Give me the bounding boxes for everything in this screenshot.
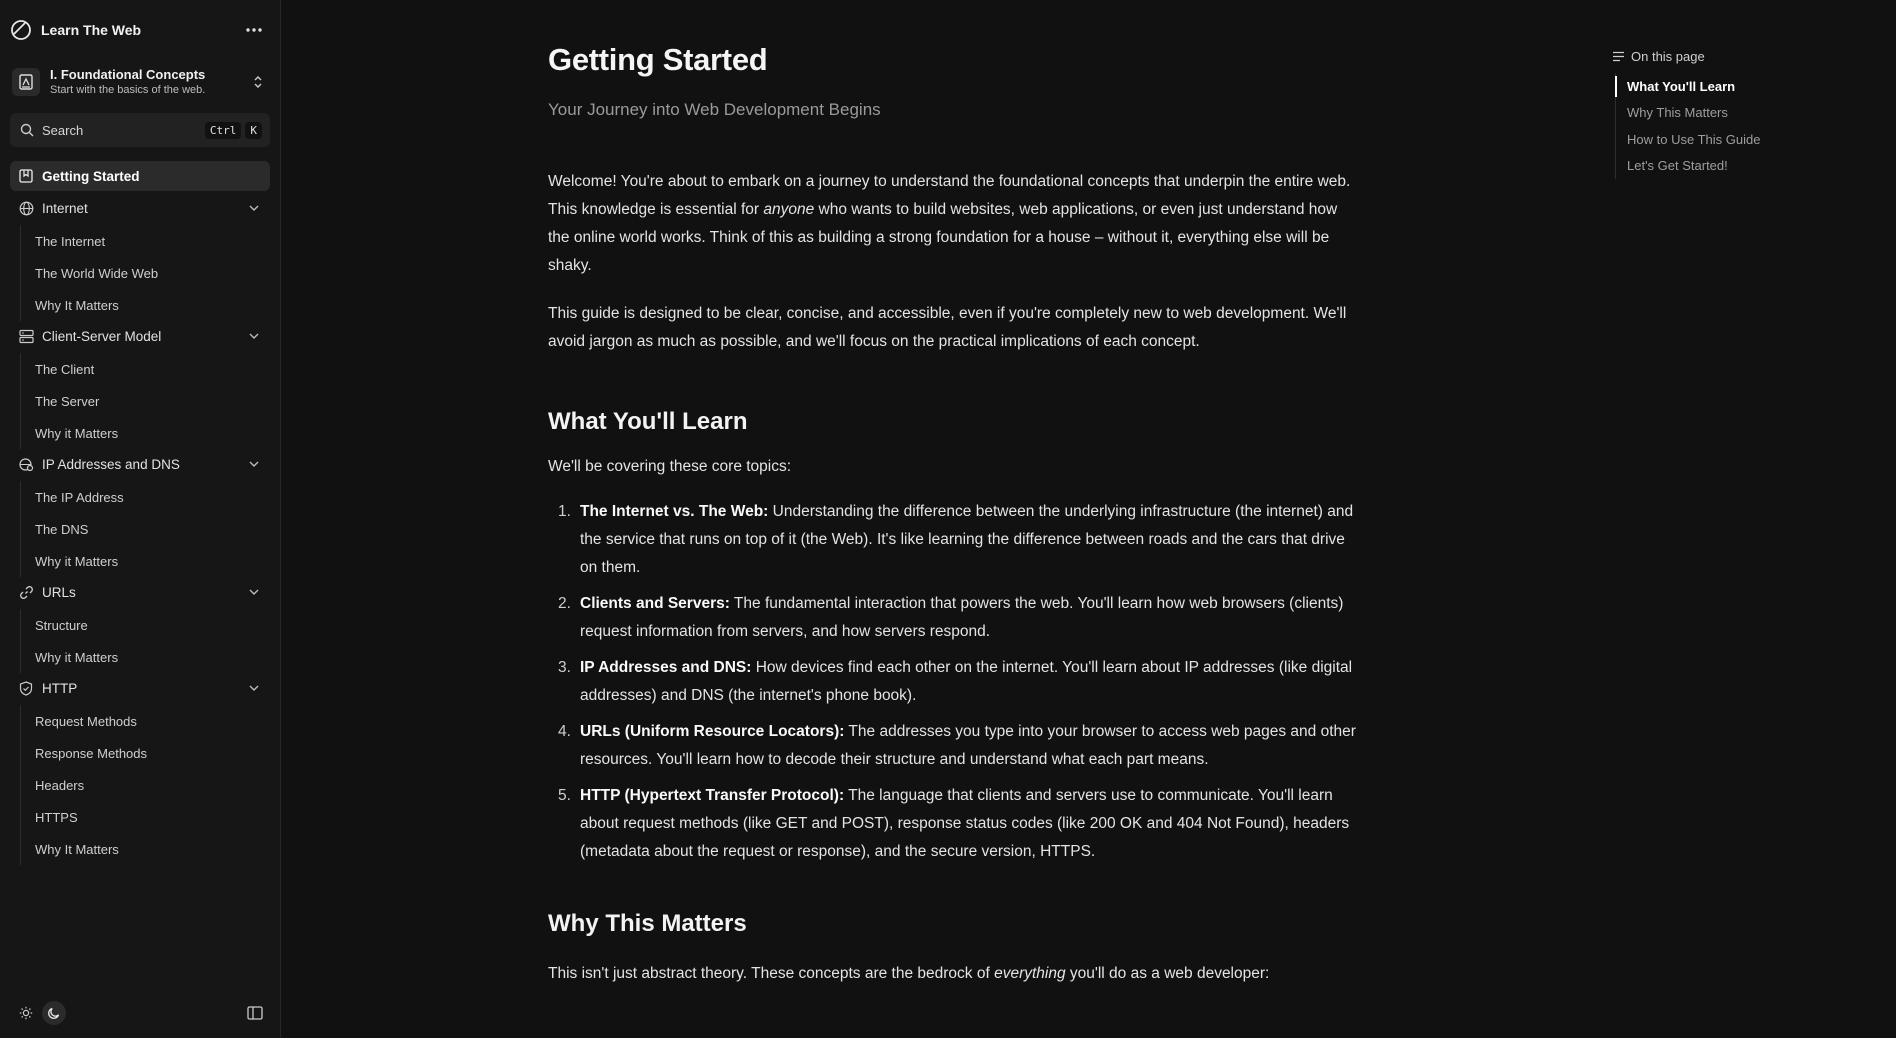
sidebar-nav — [0, 161, 280, 865]
sidebar-sublist-internet — [20, 225, 280, 321]
topic-text: The fundamental interaction that powers the web. You'll learn how web browsers (clients) request information from servers, and how servers respond. — [580, 595, 1344, 640]
sidebar — [0, 0, 281, 1038]
topic-term: Clients and Servers: — [580, 595, 730, 612]
sidebar-group-client-server[interactable] — [10, 321, 270, 351]
sidebar-item-the-ip-address[interactable]: The IP Address — [35, 489, 124, 505]
topic-text: Understanding the difference between the underlying infrastructure (the internet) and the service that runs on top of it (the Web). It's like learning the difference between roads and the cars that drive on them. — [580, 503, 1354, 576]
toc-item-why-this-matters[interactable]: Why This Matters — [1627, 105, 1728, 121]
list-lines-icon — [1612, 51, 1625, 62]
sidebar-item-the-internet[interactable]: The Internet — [35, 233, 106, 249]
toc-item-how-to-use[interactable]: How to Use This Guide — [1627, 131, 1761, 147]
moon-icon[interactable] — [42, 1001, 66, 1025]
book-icon — [12, 68, 40, 96]
topic-text: The addresses you type into your browser to access web pages and other resources. You'll learn how to decode their structure and understand what each part means. — [580, 723, 1356, 768]
intro-text-b: who wants to build websites, web applications, or even just understand how the online world works. Think of this as building a strong foundation for a house – without it, everything else will be shaky. — [548, 201, 1338, 274]
chevron-down-icon[interactable] — [246, 456, 262, 472]
intro-emphasis: anyone — [763, 201, 815, 218]
sidebar-item-why-it-matters[interactable]: Why it Matters — [35, 553, 119, 569]
list-item — [548, 782, 1358, 866]
sidebar-group-label: Internet — [42, 200, 88, 216]
chevron-up-down-icon — [248, 72, 268, 92]
shield-icon — [18, 680, 34, 696]
topic-term: The Internet vs. The Web: — [580, 503, 769, 520]
sidebar-group-ip-dns[interactable] — [10, 449, 270, 479]
sidebar-item-the-client[interactable]: The Client — [35, 361, 95, 377]
list-item — [548, 718, 1358, 774]
sidebar-item-the-dns[interactable]: The DNS — [35, 521, 89, 537]
sidebar-sublist-urls — [20, 609, 280, 673]
globe-icon — [18, 200, 34, 216]
topic-text: The language that clients and servers use to communicate. You'll learn about request methods (like GET and POST), response status codes (like 200 OK and 404 Not Found), headers (metadata about the request or response), and the secure version, HTTPS. — [580, 787, 1350, 860]
location-globe-icon — [18, 456, 34, 472]
intro-text-a: Welcome! You're about to embark on a journey to understand the foundational concepts that underpin the entire web. This knowledge is essential for — [548, 173, 1351, 218]
list-number: 5. — [558, 787, 571, 804]
sidebar-group-urls[interactable] — [10, 577, 270, 607]
link-icon — [18, 584, 34, 600]
sidebar-group-label: Client-Server Model — [42, 328, 162, 344]
sun-icon[interactable] — [14, 1001, 38, 1025]
article — [548, 42, 1358, 988]
sidebar-group-label: HTTP — [42, 680, 78, 696]
more-options-icon[interactable] — [242, 18, 266, 42]
topic-term: IP Addresses and DNS: — [580, 659, 752, 676]
sidebar-item-response-methods[interactable]: Response Methods — [35, 745, 148, 761]
shortcut-ctrl: Ctrl — [205, 122, 242, 139]
heading-what-youll-learn: What You'll Learn — [548, 408, 748, 435]
list-item — [548, 654, 1358, 710]
main-content — [281, 0, 1896, 1038]
sidebar-item-getting-started[interactable] — [10, 161, 270, 191]
intro-paragraph-1 — [548, 168, 1358, 280]
app-title[interactable]: Learn The Web — [41, 22, 142, 38]
sidebar-item-label: Getting Started — [42, 168, 140, 184]
sidebar-item-request-methods[interactable]: Request Methods — [35, 713, 137, 729]
page-title: Getting Started — [548, 42, 768, 77]
table-of-contents — [1612, 47, 1812, 179]
sidebar-item-the-world-wide-web[interactable]: The World Wide Web — [35, 265, 159, 281]
sidebar-header — [0, 0, 280, 60]
why-text-a: This isn't just abstract theory. These concepts are the bedrock of — [548, 965, 995, 982]
why-text-b: you'll do as a web developer: — [1065, 965, 1270, 982]
list-item — [548, 590, 1358, 646]
shortcut-k: K — [245, 122, 262, 139]
why-emphasis: everything — [994, 965, 1066, 982]
toc-item-what-youll-learn[interactable]: What You'll Learn — [1616, 73, 1812, 100]
search-placeholder: Search — [42, 122, 84, 138]
chevron-down-icon[interactable] — [246, 680, 262, 696]
sidebar-group-label: IP Addresses and DNS — [42, 456, 180, 472]
sidebar-item-why-it-matters[interactable]: Why It Matters — [35, 841, 119, 857]
chevron-down-icon[interactable] — [246, 328, 262, 344]
search-icon — [20, 123, 34, 137]
search-input[interactable] — [10, 113, 270, 147]
chevron-down-icon[interactable] — [246, 584, 262, 600]
sidebar-sublist-http — [20, 705, 280, 865]
sidebar-sublist-client-server — [20, 353, 280, 449]
topic-term: URLs (Uniform Resource Locators): — [580, 723, 845, 740]
sidebar-group-internet[interactable] — [10, 193, 270, 223]
why-paragraph — [548, 960, 1358, 988]
list-number: 4. — [558, 723, 571, 740]
chevron-down-icon[interactable] — [246, 200, 262, 216]
bookmark-page-icon — [18, 168, 34, 184]
section-subtitle: Start with the basics of the web. — [50, 83, 206, 96]
sidebar-item-structure[interactable]: Structure — [35, 617, 88, 633]
list-number: 2. — [558, 595, 571, 612]
sidebar-sublist-ip-dns — [20, 481, 280, 577]
heading-why-this-matters: Why This Matters — [548, 910, 747, 937]
sidebar-item-the-server[interactable]: The Server — [35, 393, 100, 409]
toc-item-lets-get-started[interactable]: Let's Get Started! — [1627, 158, 1728, 174]
toc-heading-label: On this page — [1631, 48, 1705, 64]
topic-term: HTTP (Hypertext Transfer Protocol): — [580, 787, 845, 804]
learn-lead: We'll be covering these core topics: — [548, 458, 792, 475]
section-title: I. Foundational Concepts — [50, 66, 206, 82]
sidebar-collapse-icon[interactable] — [244, 1002, 266, 1024]
list-number: 3. — [558, 659, 571, 676]
sidebar-item-https[interactable]: HTTPS — [35, 809, 78, 825]
topics-list — [548, 498, 1358, 866]
sidebar-item-why-it-matters[interactable]: Why it Matters — [35, 425, 119, 441]
sidebar-group-http[interactable] — [10, 673, 270, 703]
section-switcher[interactable] — [10, 60, 270, 104]
page-subtitle: Your Journey into Web Development Begins — [548, 100, 881, 119]
topic-text: How devices find each other on the internet. You'll learn about IP addresses (like digital addresses) and DNS (the internet's phone book). — [580, 659, 1353, 704]
sidebar-group-label: URLs — [42, 584, 76, 600]
list-item — [548, 498, 1358, 582]
sidebar-item-why-it-matters[interactable]: Why it Matters — [35, 649, 119, 665]
app-logo-icon[interactable] — [10, 19, 32, 41]
theme-toggle[interactable] — [14, 1001, 66, 1025]
server-icon — [18, 328, 34, 344]
intro-paragraph-2: This guide is designed to be clear, concise, and accessible, even if you're completely new to web development. We'll avoid jargon as much as possible, and we'll focus on the practical implications of each concept. — [548, 305, 1347, 350]
toc-list — [1615, 73, 1812, 179]
toc-heading — [1612, 47, 1812, 65]
sidebar-footer — [0, 988, 280, 1038]
list-number: 1. — [558, 503, 571, 520]
sidebar-item-why-it-matters[interactable]: Why It Matters — [35, 297, 119, 313]
sidebar-item-headers[interactable]: Headers — [35, 777, 85, 793]
